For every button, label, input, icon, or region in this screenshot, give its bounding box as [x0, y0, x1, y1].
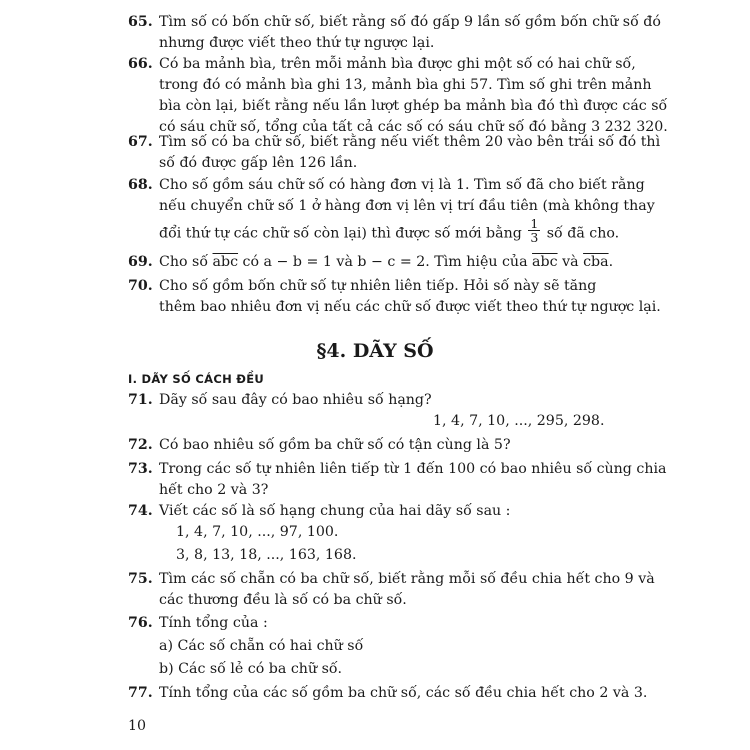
problem-text-line: Có ba mảnh bìa, trên mỗi mảnh bìa được ghi một số có hai chữ số, — [159, 56, 636, 72]
problem-number: 73. — [128, 461, 153, 477]
problem-text-line: thêm bao nhiêu đơn vị nếu các chữ số được viết theo thứ tự ngược lại. — [159, 299, 661, 315]
problem-text-line: Trong các số tự nhiên liên tiếp từ 1 đến 100 có bao nhiêu số cùng chia — [159, 461, 667, 477]
problem-67 — [128, 132, 661, 174]
problem-text-line: Có bao nhiêu số gồm ba chữ số có tận cùng là 5? — [159, 437, 511, 453]
problem-number: 71. — [128, 392, 153, 408]
problem-number: 75. — [128, 571, 153, 587]
problem-text-line: Cho số gồm sáu chữ số có hàng đơn vị là 1. Tìm số đã cho biết rằng — [159, 177, 645, 193]
fraction-denominator: 3 — [530, 230, 539, 245]
problem-number: 72. — [128, 437, 153, 453]
problem-number: 66. — [128, 56, 153, 72]
problem-number: 69. — [128, 254, 153, 270]
problem-text-fragment: và — [562, 254, 579, 270]
problem-75 — [128, 569, 655, 611]
problem-text-line: hết cho 2 và 3? — [159, 482, 269, 498]
problem-text-line: nếu chuyển chữ số 1 ở hàng đơn vị lên vị trí đầu tiên (mà không thay — [159, 198, 655, 214]
problem-73 — [128, 459, 667, 501]
problem-text-line — [159, 252, 614, 273]
problem-number: 70. — [128, 278, 153, 294]
problem-text-fragment: Cho số — [159, 254, 209, 270]
overlined-number-cba: $\overline{cba}$ — [583, 254, 609, 270]
fraction-numerator: 1 — [530, 216, 539, 231]
problem-text-line: Viết các số là số hạng chung của hai dãy số sau : — [159, 503, 511, 519]
problem-text-fragment: có a − b = 1 và b − c = 2. Tìm hiệu của — [242, 254, 528, 270]
problem-text-fragment: đổi thứ tự các chữ số còn lại) thì được số mới bằng — [159, 225, 522, 242]
problem-text-fragment: . — [608, 254, 614, 270]
problem-text-line: Tính tổng của : — [159, 615, 268, 631]
problem-text-line — [159, 216, 620, 245]
subheading: I. DÃY SỐ CÁCH ĐỀU — [128, 372, 265, 386]
page-number: 10 — [128, 718, 147, 734]
problem-number: 68. — [128, 177, 153, 193]
section-title: §4. DÃY SỐ — [316, 340, 434, 362]
problem-text-line: bìa còn lại, biết rằng nếu lần lượt ghép ba mảnh bìa đó thì được các số — [159, 98, 668, 114]
fraction-one-third — [528, 217, 540, 244]
problem-text-fragment: số đã cho. — [546, 225, 620, 242]
problem-number: 74. — [128, 503, 153, 519]
sequence-74b: 3, 8, 13, 18, ..., 163, 168. — [176, 547, 357, 563]
problem-text-line: các thương đều là số có ba chữ số. — [159, 592, 407, 608]
problem-text-line: nhưng được viết theo thứ tự ngược lại. — [159, 35, 435, 51]
problem-number: 76. — [128, 615, 153, 631]
problem-70 — [128, 276, 661, 318]
problem-text-line: Tính tổng của các số gồm ba chữ số, các số đều chia hết cho 2 và 3. — [159, 685, 648, 701]
problem-71 — [128, 390, 598, 411]
problem-65 — [128, 12, 661, 54]
overlined-number-abc: $\overline{abc}$ — [212, 254, 239, 270]
problem-number: 77. — [128, 685, 153, 701]
overlined-number-abc: $\overline{abc}$ — [532, 254, 558, 270]
problem-66 — [128, 54, 668, 138]
problem-text-line: Tìm số có ba chữ số, biết rằng nếu viết thêm 20 vào bên trái số đó thì — [159, 134, 661, 150]
problem-text-line: trong đó có mảnh bìa ghi 13, mảnh bìa ghi 57. Tìm số ghi trên mảnh — [159, 77, 652, 93]
sequence-71: 1, 4, 7, 10, ..., 295, 298. — [433, 413, 605, 429]
item-76a: a) Các số chẵn có hai chữ số — [159, 638, 364, 654]
problem-72 — [128, 435, 598, 456]
problem-number: 65. — [128, 14, 153, 30]
item-76b: b) Các số lẻ có ba chữ số. — [159, 661, 343, 677]
sequence-74a: 1, 4, 7, 10, ..., 97, 100. — [176, 524, 339, 540]
problem-77 — [128, 683, 648, 704]
problem-text-line: Dãy số sau đây có bao nhiêu số hạng? — [159, 392, 432, 408]
problem-69 — [128, 252, 614, 273]
problem-76 — [128, 613, 598, 634]
problem-68 — [128, 175, 655, 245]
problem-text-line: Tìm các số chẵn có ba chữ số, biết rằng mỗi số đều chia hết cho 9 và — [159, 571, 655, 587]
problem-74 — [128, 501, 598, 522]
problem-number: 67. — [128, 134, 153, 150]
problem-text-line: Tìm số có bốn chữ số, biết rằng số đó gấp 9 lần số gồm bốn chữ số đó — [159, 14, 661, 30]
problem-text-line: Cho số gồm bốn chữ số tự nhiên liên tiếp. Hỏi số này sẽ tăng — [159, 278, 597, 294]
problem-text-line: có sáu chữ số, tổng của tất cả các số có sáu chữ số đó bằng 3 232 320. — [159, 119, 668, 135]
problem-text-line: số đó được gấp lên 126 lần. — [159, 155, 358, 171]
